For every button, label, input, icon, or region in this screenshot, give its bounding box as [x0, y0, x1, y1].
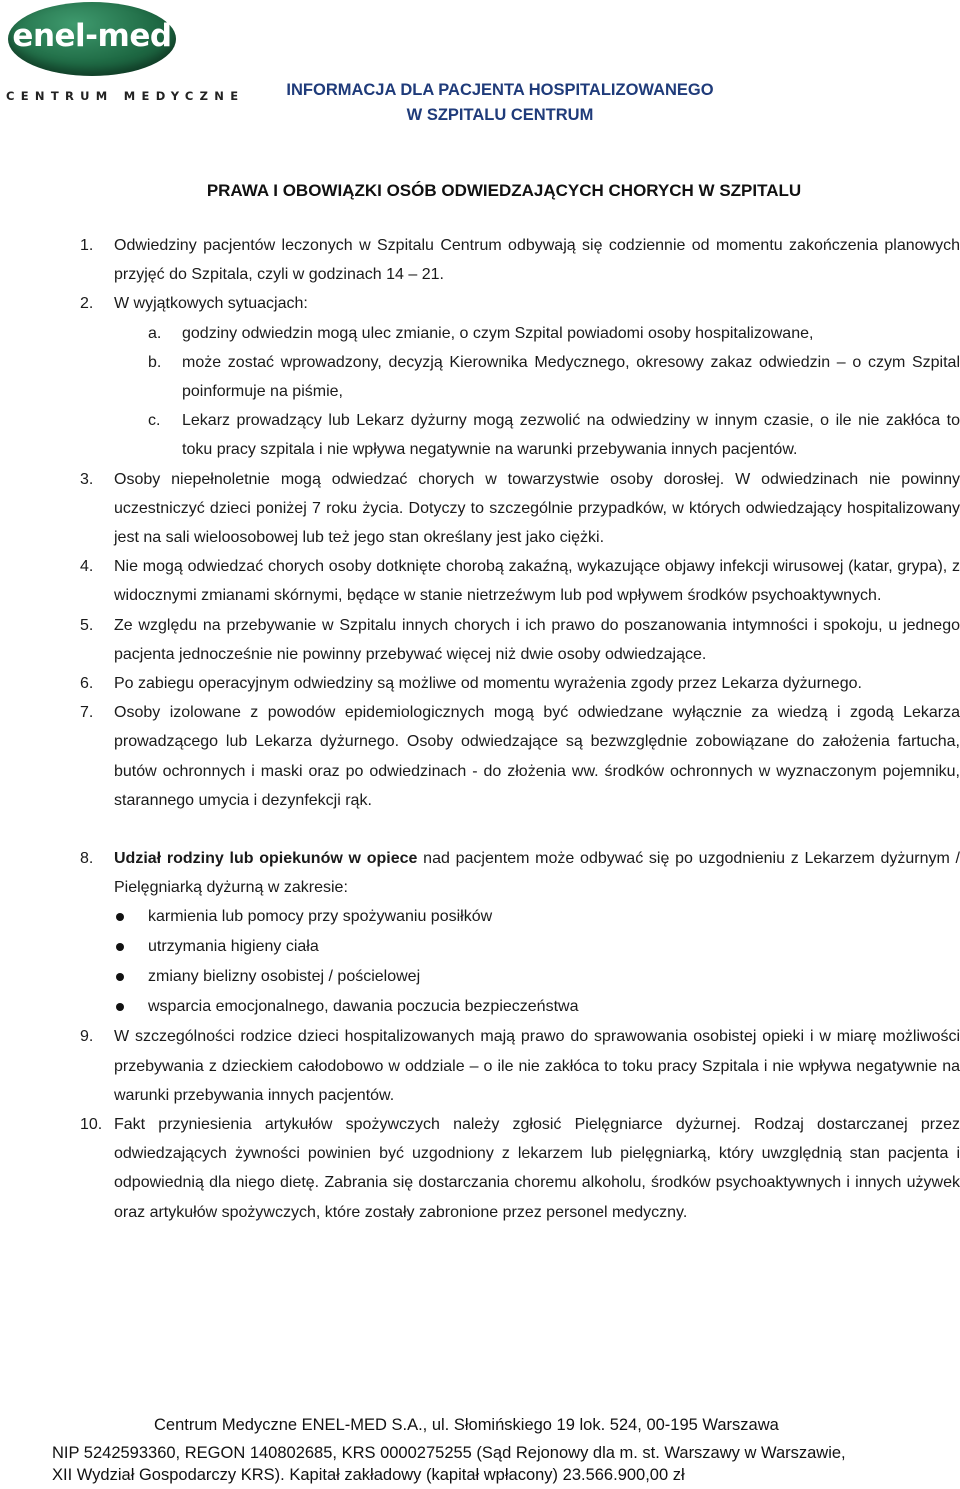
rule-text: Osoby niepełnoletnie mogą odwiedzać chorych w towarzystwie osoby dorosłej. W odwiedzinach nie powinny uczestniczyć dzieci poniżej 7 roku życia. Dotyczy to szczególnie przypadków, w których odwiedzający hospitalizowany jest na sali wieloosobowej lub też jego stan określany jest jako ciężki.: [114, 470, 960, 547]
bullet-text: karmienia lub pomocy przy spożywaniu posiłków: [148, 908, 493, 926]
rule-text: W wyjątkowych sytuacjach:: [114, 295, 308, 313]
rule-10: [80, 1110, 960, 1227]
sub-text: godziny odwiedzin mogą ulec zmianie, o czym Szpital powiadomi osoby hospitalizowane,: [182, 324, 814, 342]
bullet-text: utrzymania higieny ciała: [148, 938, 319, 956]
logo-name: enel-med: [12, 18, 172, 54]
rule-2-sub-c: [80, 406, 960, 464]
rule-number: 9.: [80, 1028, 94, 1046]
rule-text: [114, 844, 960, 902]
sub-letter: a.: [148, 324, 162, 342]
header-line-1: INFORMACJA DLA PACJENTA HOSPITALIZOWANEGO: [286, 81, 714, 99]
bullet-text: zmiany bielizny osobistej / pościelowej: [148, 968, 421, 986]
sub-text: może zostać wprowadzony, decyzją Kierownika Medycznego, okresowy zakaz odwiedzin – o czym Szpital poinformuje na piśmie,: [182, 353, 960, 401]
bullet-dot-icon: [114, 992, 148, 1022]
bullet-dot-icon: [114, 902, 148, 932]
logo-subtitle: CENTRUM MEDYCZNE: [6, 89, 245, 103]
rule-number: 7.: [80, 704, 94, 722]
rule-text: Fakt przyniesienia artykułów spożywczych należy zgłosić Pielęgniarce dyżurnej. Rodzaj dostarczanej przez odwiedzających żywności powinien być uzgodniony z lekarzem lub pielęgniarką, który uwzględnią stan pacjenta i odpowiednią dla niego dietę. Zabrania się dostarczania choremu alkoholu, środków psychoaktywnych i innych używek oraz artykułów spożywczych, które zostały zabronione przez personel medyczny.: [114, 1116, 960, 1221]
rule-8-bullet: [80, 902, 960, 932]
rule-text: Ze względu na przebywanie w Szpitalu innych chorych i ich prawo do poszanowania intymności i spokoju, u jednego pacjenta jednocześnie nie powinny przebywać więcej niż dwie osoby odwiedzające.: [114, 616, 960, 663]
rule-2-sub-b: [80, 348, 960, 406]
bullet-text: wsparcia emocjonalnego, dawania poczucia bezpieczeństwa: [148, 998, 579, 1016]
footer-registration: NIP 5242593360, REGON 140802685, KRS 0000275255 (Sąd Rejonowy dla m. st. Warszawy w Warszawie,: [52, 1444, 846, 1462]
rule-text: W szczególności rodzice dzieci hospitalizowanych mają prawo do sprawowania osobistej opieki i w miarę możliwości przebywania z dzieckiem całodobowo w oddziale – o ile nie zakłóca to toku pracy Szpitala i nie wpływa negatywnie na warunki przebywania innych pacjentów.: [114, 1028, 960, 1104]
rule-8-bullet: [80, 962, 960, 992]
rule-text: Osoby izolowane z powodów epidemiologicznych mogą być odwiedzane wyłącznie za wiedzą i zgodą Lekarza prowadzącego lub Lekarza dyżurnego. Osoby odwiedzające są bezwzględnie zobowiązane do założenia fartucha, butów ochronnych i maski oraz po odwiedzinach - do złożenia ww. środków ochronnych w wyznaczonym pojemniku, starannego umycia i dezynfekcji rąk.: [114, 704, 960, 809]
rule-text: Nie mogą odwiedzać chorych osoby dotknięte chorobą zakaźną, wykazujące objawy infekcji wirusowej (katar, grypa), z widocznymi zmianami skórnymi, będące w stanie nietrzeźwym lub pod wpływem środków psychoaktywnych.: [114, 558, 960, 605]
rule-8: [80, 844, 960, 902]
rules-list: [80, 231, 960, 1227]
bullet-dot-icon: [114, 932, 148, 962]
sub-text: Lekarz prowadzący lub Lekarz dyżurny mogą zezwolić na odwiedziny w innym czasie, o ile nie zakłóca to toku pracy szpitala i nie wpływa negatywnie na warunki przebywania innych pacjentów.: [182, 412, 960, 459]
sub-letter: c.: [148, 412, 161, 430]
document-header: [260, 78, 740, 128]
rule-1: [80, 231, 960, 289]
rule-number: 10.: [80, 1116, 103, 1134]
rule-number: 3.: [80, 470, 94, 488]
rule-text: Odwiedziny pacjentów leczonych w Szpitalu Centrum odbywają się codziennie od momentu zakończenia planowych przyjęć do Szpitala, czyli w godzinach 14 – 21.: [114, 237, 960, 284]
rule-number: 8.: [80, 850, 94, 868]
enel-med-logo: [2, 2, 245, 104]
rule-8-bullet: [80, 992, 960, 1022]
rule-8-rest: nad pacjentem może odbywać się po uzgodnieniu z Lekarzem dyżurnym / Pielęgniarką dyżurną w zakresie:: [114, 850, 960, 897]
rule-number: 2.: [80, 295, 94, 313]
sub-letter: b.: [148, 353, 162, 371]
rule-8-bold-lead: Udział rodziny lub opiekunów w opiece: [114, 850, 418, 868]
rule-number: 4.: [80, 558, 94, 576]
rule-number: 1.: [80, 237, 94, 254]
rule-2-sub-a: [80, 319, 960, 348]
rule-number: 6.: [80, 675, 94, 693]
rule-6: [80, 669, 960, 698]
footer-capital: XII Wydział Gospodarczy KRS). Kapitał zakładowy (kapitał wpłacony) 23.566.900,00 zł: [52, 1466, 685, 1484]
rule-4: [80, 552, 960, 610]
rule-5: [80, 611, 960, 669]
rule-text: Po zabiegu operacyjnym odwiedziny są możliwe od momentu wyrażenia zgody przez Lekarza dyżurnego.: [114, 675, 862, 693]
section-title: PRAWA I OBOWIĄZKI OSÓB ODWIEDZAJĄCYCH CHORYCH W SZPITALU: [206, 181, 802, 200]
spacer: [80, 815, 960, 844]
rule-2: [80, 289, 960, 318]
rule-7: [80, 698, 960, 815]
rule-3: [80, 465, 960, 553]
header-line-2: W SZPITALU CENTRUM: [406, 106, 594, 124]
footer-address: Centrum Medyczne ENEL-MED S.A., ul. Słomińskiego 19 lok. 524, 00-195 Warszawa: [154, 1416, 779, 1434]
bullet-dot-icon: [114, 962, 148, 992]
rule-8-bullet: [80, 932, 960, 962]
rule-9: [80, 1022, 960, 1110]
rule-number: 5.: [80, 616, 94, 634]
